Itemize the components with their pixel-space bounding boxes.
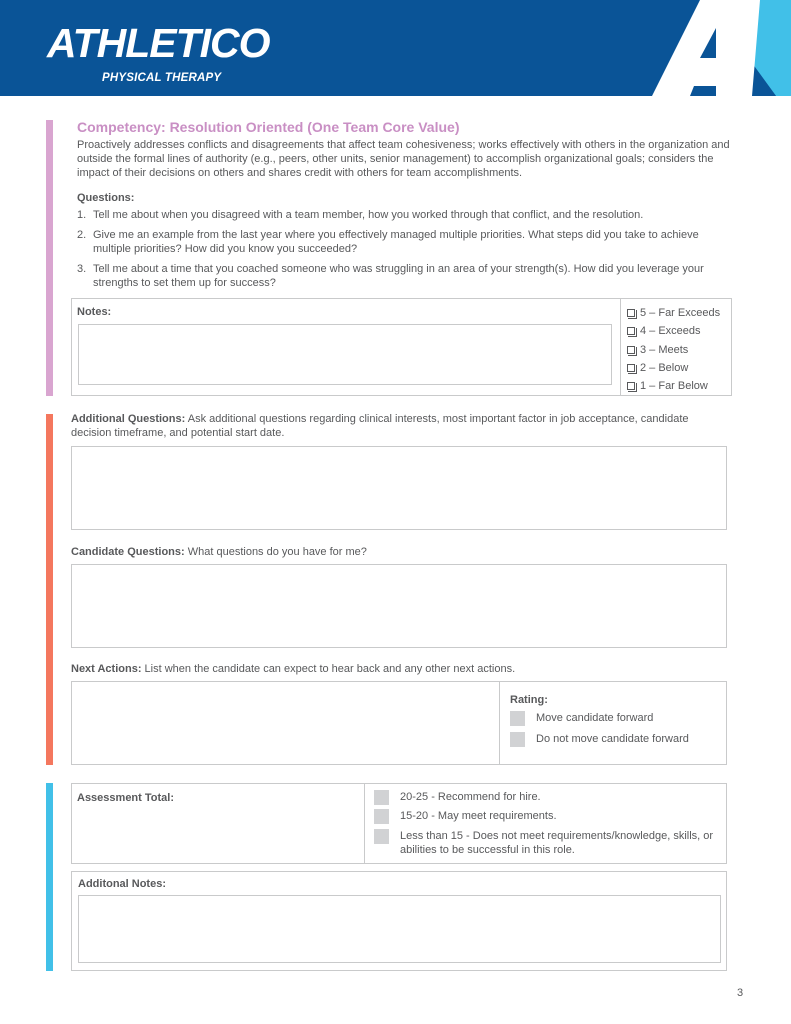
checkbox-icon[interactable] [510, 732, 525, 747]
rating-option[interactable]: 2 – Below [627, 359, 720, 377]
do-not-move-option[interactable]: Do not move candidate forward [510, 732, 689, 747]
rating-option[interactable]: 4 – Exceeds [627, 322, 720, 340]
additional-questions-field[interactable] [71, 446, 727, 530]
page-number: 3 [737, 987, 744, 999]
assessment-total-label: Assessment Total: [77, 792, 174, 804]
checkbox-icon[interactable] [374, 829, 389, 844]
assessment-option-may-meet[interactable]: 15-20 - May meet requirements. [374, 809, 557, 824]
checkbox-icon[interactable] [627, 364, 635, 372]
checkbox-icon[interactable] [627, 382, 635, 390]
questions-list [77, 208, 727, 296]
additional-notes-label: Additonal Notes: [78, 878, 166, 890]
competency-description: Proactively addresses conflicts and disagreements that affect team cohesiveness; works effectively with others in the organization and outside the formal lines of authority (e.g., peers, other units, senior management) to accomplish organizational goals; considers the impact of their decisions on others and shares credit with others for team accomplishments. [77, 139, 730, 179]
page-header [0, 0, 791, 96]
rating-option[interactable]: 5 – Far Exceeds [627, 304, 720, 322]
question-item: 2. Give me an example from the last year where you effectively managed multiple priorities. What steps did you take to achieve multiple priorities? How did you know you succeeded? [77, 229, 699, 255]
checkbox-icon[interactable] [374, 809, 389, 824]
additional-notes-field[interactable] [78, 895, 721, 963]
logo-wordmark: ATHLETICO [47, 20, 270, 66]
assessment-accent-bar [46, 783, 53, 971]
checkbox-icon[interactable] [374, 790, 389, 805]
candidate-questions-prompt: Candidate Questions: What questions do you have for me? [71, 546, 367, 558]
questions-heading: Questions: [77, 192, 135, 204]
assessment-option-recommend[interactable]: 20-25 - Recommend for hire. [374, 790, 541, 805]
checkbox-icon[interactable] [627, 327, 635, 335]
rating-label: Rating: [510, 694, 548, 706]
additional-questions-prompt: Additional Questions: Ask additional questions regarding clinical interests, most important factor in job acceptance, candidate decision timeframe, and potential start date. [71, 413, 689, 439]
next-actions-field[interactable] [71, 681, 500, 765]
rating-option[interactable]: 1 – Far Below [627, 377, 720, 395]
notes-label: Notes: [77, 306, 112, 318]
candidate-questions-field[interactable] [71, 564, 727, 648]
question-item: 3. Tell me about a time that you coached someone who was struggling in an area of your strength(s). How did you leverage your strengths to set them up for success? [77, 263, 704, 289]
questions-accent-bar [46, 414, 53, 765]
move-forward-option[interactable]: Move candidate forward [510, 711, 653, 726]
assessment-divider [364, 783, 365, 864]
checkbox-icon[interactable] [510, 711, 525, 726]
question-item: 1. Tell me about when you disagreed with a team member, how you worked through that conflict, and the resolution. [77, 209, 644, 221]
checkbox-icon[interactable] [627, 346, 635, 354]
rating-option[interactable]: 3 – Meets [627, 341, 720, 359]
notes-rating-divider [620, 298, 621, 396]
next-actions-prompt: Next Actions: List when the candidate can expect to hear back and any other next actions. [71, 663, 516, 675]
rating-options [627, 304, 720, 395]
competency-title: Competency: Resolution Oriented (One Team Core Value) [77, 119, 460, 135]
assessment-option-does-not-meet[interactable]: Less than 15 - Does not meet requirements/knowledge, skills, or abilities to be successful in this role. [374, 829, 719, 857]
notes-field[interactable] [78, 324, 612, 385]
checkbox-icon[interactable] [627, 309, 635, 317]
logo-subtitle: PHYSICAL THERAPY [102, 72, 222, 84]
competency-accent-bar [46, 120, 53, 396]
